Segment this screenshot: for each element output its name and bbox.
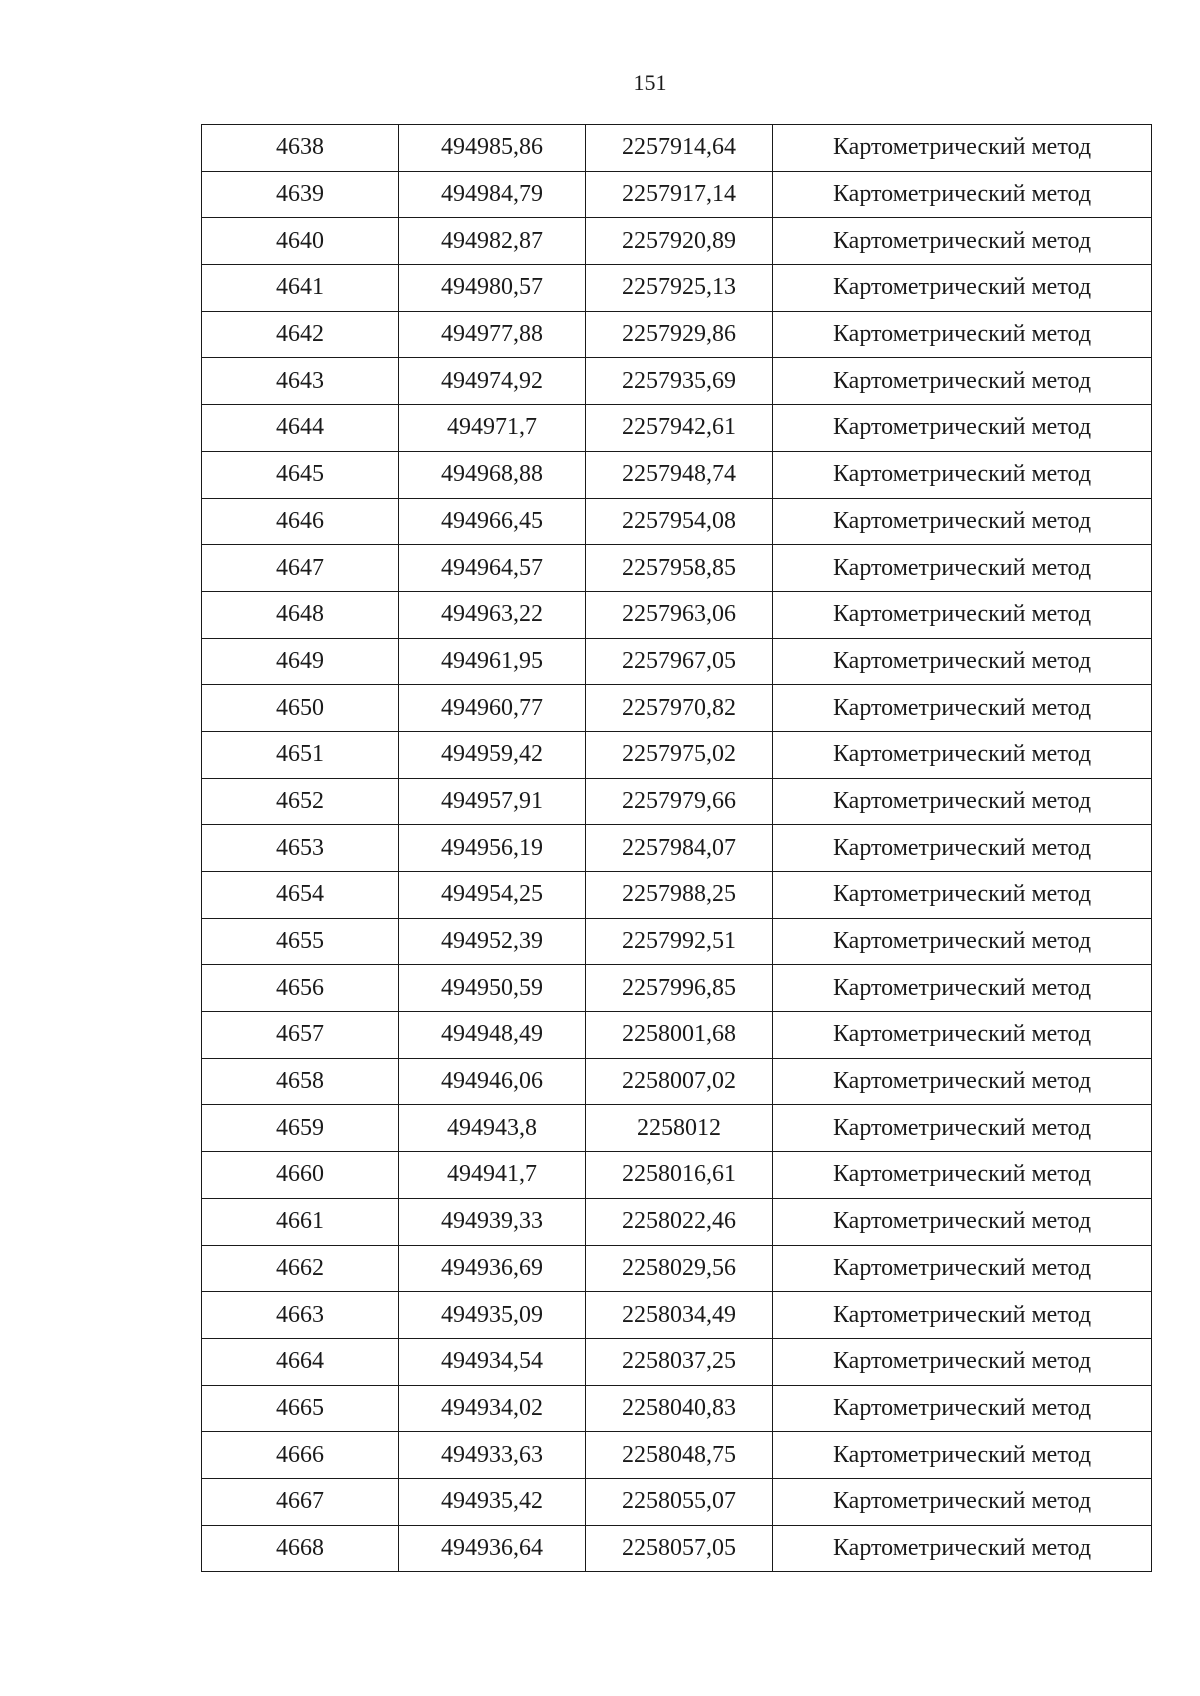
method-cell: Картометрический метод — [773, 918, 1152, 965]
y-coordinate-cell: 2258034,49 — [586, 1292, 773, 1339]
method-cell: Картометрический метод — [773, 638, 1152, 685]
x-coordinate-cell: 494966,45 — [399, 498, 586, 545]
y-coordinate-cell: 2257963,06 — [586, 591, 773, 638]
table-row — [202, 358, 1152, 405]
coordinates-table-body — [202, 125, 1152, 1572]
x-coordinate-cell: 494984,79 — [399, 171, 586, 218]
point-number-cell: 4653 — [202, 825, 399, 872]
table-row — [202, 872, 1152, 919]
y-coordinate-cell: 2258012 — [586, 1105, 773, 1152]
method-cell: Картометрический метод — [773, 451, 1152, 498]
table-row — [202, 1012, 1152, 1059]
x-coordinate-cell: 494948,49 — [399, 1012, 586, 1059]
y-coordinate-cell: 2258055,07 — [586, 1478, 773, 1525]
point-number-cell: 4655 — [202, 918, 399, 965]
method-cell: Картометрический метод — [773, 1525, 1152, 1572]
x-coordinate-cell: 494974,92 — [399, 358, 586, 405]
point-number-cell: 4648 — [202, 591, 399, 638]
table-row — [202, 825, 1152, 872]
method-cell: Картометрический метод — [773, 1338, 1152, 1385]
x-coordinate-cell: 494935,09 — [399, 1292, 586, 1339]
table-row — [202, 591, 1152, 638]
method-cell: Картометрический метод — [773, 731, 1152, 778]
method-cell: Картометрический метод — [773, 872, 1152, 919]
point-number-cell: 4646 — [202, 498, 399, 545]
x-coordinate-cell: 494950,59 — [399, 965, 586, 1012]
method-cell: Картометрический метод — [773, 1245, 1152, 1292]
y-coordinate-cell: 2257920,89 — [586, 218, 773, 265]
y-coordinate-cell: 2257979,66 — [586, 778, 773, 825]
table-row — [202, 1105, 1152, 1152]
method-cell: Картометрический метод — [773, 591, 1152, 638]
x-coordinate-cell: 494985,86 — [399, 125, 586, 172]
table-row — [202, 965, 1152, 1012]
x-coordinate-cell: 494961,95 — [399, 638, 586, 685]
y-coordinate-cell: 2257925,13 — [586, 265, 773, 312]
table-row — [202, 405, 1152, 452]
y-coordinate-cell: 2257967,05 — [586, 638, 773, 685]
point-number-cell: 4662 — [202, 1245, 399, 1292]
y-coordinate-cell: 2258057,05 — [586, 1525, 773, 1572]
y-coordinate-cell: 2258048,75 — [586, 1432, 773, 1479]
method-cell: Картометрический метод — [773, 405, 1152, 452]
x-coordinate-cell: 494936,64 — [399, 1525, 586, 1572]
x-coordinate-cell: 494943,8 — [399, 1105, 586, 1152]
table-row — [202, 311, 1152, 358]
point-number-cell: 4639 — [202, 171, 399, 218]
x-coordinate-cell: 494963,22 — [399, 591, 586, 638]
y-coordinate-cell: 2257954,08 — [586, 498, 773, 545]
x-coordinate-cell: 494956,19 — [399, 825, 586, 872]
x-coordinate-cell: 494936,69 — [399, 1245, 586, 1292]
table-row — [202, 545, 1152, 592]
table-row — [202, 1152, 1152, 1199]
y-coordinate-cell: 2257917,14 — [586, 171, 773, 218]
point-number-cell: 4650 — [202, 685, 399, 732]
y-coordinate-cell: 2257958,85 — [586, 545, 773, 592]
y-coordinate-cell: 2257948,74 — [586, 451, 773, 498]
x-coordinate-cell: 494935,42 — [399, 1478, 586, 1525]
point-number-cell: 4638 — [202, 125, 399, 172]
method-cell: Картометрический метод — [773, 545, 1152, 592]
x-coordinate-cell: 494934,02 — [399, 1385, 586, 1432]
method-cell: Картометрический метод — [773, 1058, 1152, 1105]
table-row — [202, 1058, 1152, 1105]
point-number-cell: 4656 — [202, 965, 399, 1012]
point-number-cell: 4644 — [202, 405, 399, 452]
point-number-cell: 4643 — [202, 358, 399, 405]
x-coordinate-cell: 494941,7 — [399, 1152, 586, 1199]
method-cell: Картометрический метод — [773, 825, 1152, 872]
table-row — [202, 171, 1152, 218]
x-coordinate-cell: 494959,42 — [399, 731, 586, 778]
x-coordinate-cell: 494946,06 — [399, 1058, 586, 1105]
x-coordinate-cell: 494980,57 — [399, 265, 586, 312]
table-row — [202, 498, 1152, 545]
table-row — [202, 218, 1152, 265]
table-row — [202, 918, 1152, 965]
table-row — [202, 451, 1152, 498]
table-row — [202, 1525, 1152, 1572]
point-number-cell: 4661 — [202, 1198, 399, 1245]
method-cell: Картометрический метод — [773, 1292, 1152, 1339]
y-coordinate-cell: 2257996,85 — [586, 965, 773, 1012]
method-cell: Картометрический метод — [773, 311, 1152, 358]
y-coordinate-cell: 2258037,25 — [586, 1338, 773, 1385]
method-cell: Картометрический метод — [773, 358, 1152, 405]
x-coordinate-cell: 494934,54 — [399, 1338, 586, 1385]
method-cell: Картометрический метод — [773, 965, 1152, 1012]
point-number-cell: 4657 — [202, 1012, 399, 1059]
x-coordinate-cell: 494960,77 — [399, 685, 586, 732]
y-coordinate-cell: 2257929,86 — [586, 311, 773, 358]
x-coordinate-cell: 494954,25 — [399, 872, 586, 919]
point-number-cell: 4641 — [202, 265, 399, 312]
point-number-cell: 4652 — [202, 778, 399, 825]
table-row — [202, 685, 1152, 732]
point-number-cell: 4654 — [202, 872, 399, 919]
point-number-cell: 4663 — [202, 1292, 399, 1339]
method-cell: Картометрический метод — [773, 1385, 1152, 1432]
table-row — [202, 1198, 1152, 1245]
point-number-cell: 4666 — [202, 1432, 399, 1479]
method-cell: Картометрический метод — [773, 778, 1152, 825]
y-coordinate-cell: 2257984,07 — [586, 825, 773, 872]
x-coordinate-cell: 494964,57 — [399, 545, 586, 592]
table-row — [202, 1338, 1152, 1385]
y-coordinate-cell: 2258029,56 — [586, 1245, 773, 1292]
table-row — [202, 1385, 1152, 1432]
table-row — [202, 1292, 1152, 1339]
table-row — [202, 265, 1152, 312]
x-coordinate-cell: 494933,63 — [399, 1432, 586, 1479]
y-coordinate-cell: 2257914,64 — [586, 125, 773, 172]
method-cell: Картометрический метод — [773, 265, 1152, 312]
point-number-cell: 4640 — [202, 218, 399, 265]
table-row — [202, 125, 1152, 172]
method-cell: Картометрический метод — [773, 498, 1152, 545]
method-cell: Картометрический метод — [773, 125, 1152, 172]
y-coordinate-cell: 2258022,46 — [586, 1198, 773, 1245]
method-cell: Картометрический метод — [773, 1478, 1152, 1525]
point-number-cell: 4658 — [202, 1058, 399, 1105]
method-cell: Картометрический метод — [773, 1012, 1152, 1059]
point-number-cell: 4665 — [202, 1385, 399, 1432]
method-cell: Картометрический метод — [773, 171, 1152, 218]
y-coordinate-cell: 2257992,51 — [586, 918, 773, 965]
y-coordinate-cell: 2258040,83 — [586, 1385, 773, 1432]
method-cell: Картометрический метод — [773, 1198, 1152, 1245]
y-coordinate-cell: 2258001,68 — [586, 1012, 773, 1059]
y-coordinate-cell: 2258007,02 — [586, 1058, 773, 1105]
x-coordinate-cell: 494977,88 — [399, 311, 586, 358]
table-row — [202, 731, 1152, 778]
point-number-cell: 4647 — [202, 545, 399, 592]
page-number: 151 — [633, 70, 667, 95]
y-coordinate-cell: 2257935,69 — [586, 358, 773, 405]
table-row — [202, 1432, 1152, 1479]
point-number-cell: 4668 — [202, 1525, 399, 1572]
table-row — [202, 778, 1152, 825]
table-row — [202, 1245, 1152, 1292]
x-coordinate-cell: 494957,91 — [399, 778, 586, 825]
point-number-cell: 4649 — [202, 638, 399, 685]
method-cell: Картометрический метод — [773, 218, 1152, 265]
coordinates-table — [201, 124, 1152, 1572]
point-number-cell: 4642 — [202, 311, 399, 358]
y-coordinate-cell: 2257970,82 — [586, 685, 773, 732]
point-number-cell: 4651 — [202, 731, 399, 778]
point-number-cell: 4645 — [202, 451, 399, 498]
point-number-cell: 4660 — [202, 1152, 399, 1199]
point-number-cell: 4664 — [202, 1338, 399, 1385]
method-cell: Картометрический метод — [773, 1105, 1152, 1152]
x-coordinate-cell: 494982,87 — [399, 218, 586, 265]
table-row — [202, 1478, 1152, 1525]
method-cell: Картометрический метод — [773, 1152, 1152, 1199]
y-coordinate-cell: 2258016,61 — [586, 1152, 773, 1199]
x-coordinate-cell: 494952,39 — [399, 918, 586, 965]
y-coordinate-cell: 2257975,02 — [586, 731, 773, 778]
method-cell: Картометрический метод — [773, 1432, 1152, 1479]
x-coordinate-cell: 494968,88 — [399, 451, 586, 498]
y-coordinate-cell: 2257988,25 — [586, 872, 773, 919]
y-coordinate-cell: 2257942,61 — [586, 405, 773, 452]
method-cell: Картометрический метод — [773, 685, 1152, 732]
table-row — [202, 638, 1152, 685]
x-coordinate-cell: 494971,7 — [399, 405, 586, 452]
point-number-cell: 4659 — [202, 1105, 399, 1152]
point-number-cell: 4667 — [202, 1478, 399, 1525]
x-coordinate-cell: 494939,33 — [399, 1198, 586, 1245]
